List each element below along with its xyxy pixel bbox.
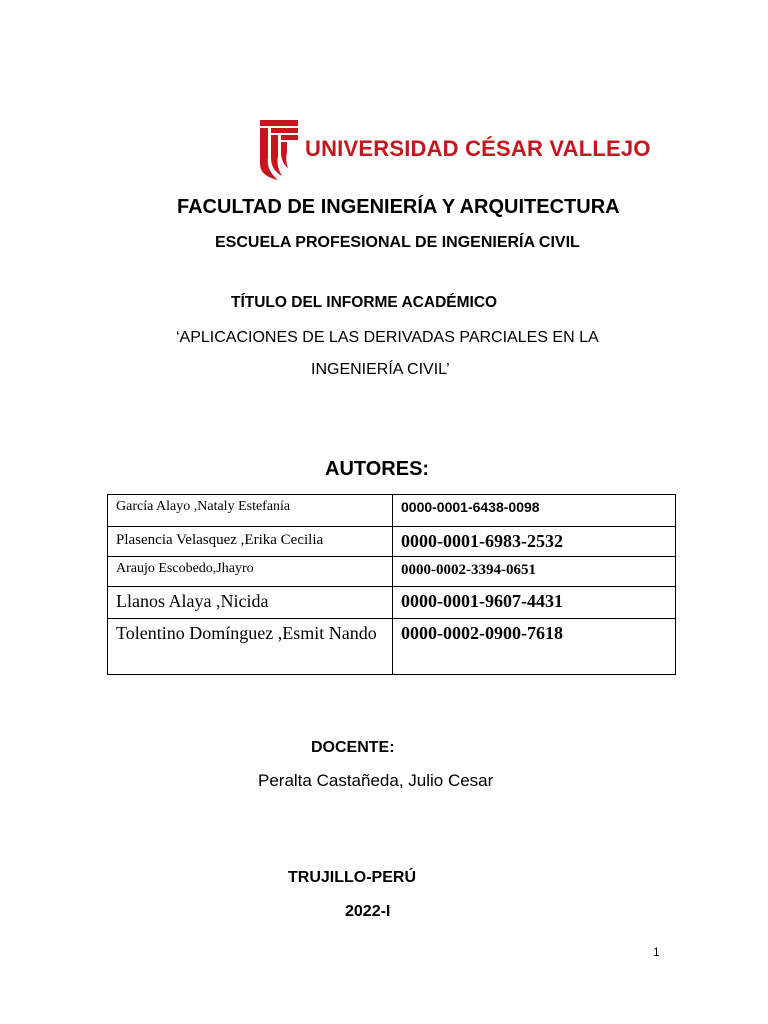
university-logo (258, 118, 651, 182)
author-orcid: 0000-0001-6438-0098 (393, 495, 676, 527)
table-row (108, 619, 676, 675)
table-row (108, 557, 676, 587)
report-title-line-1: ‘APLICACIONES DE LAS DERIVADAS PARCIALES EN LA (176, 329, 599, 346)
report-title-line-2: INGENIERÍA CIVIL’ (311, 361, 450, 378)
faculty-heading: FACULTAD DE INGENIERÍA Y ARQUITECTURA (177, 196, 620, 218)
term-label: 2022-I (345, 903, 391, 920)
author-name: Llanos Alaya ,Nicida (108, 587, 393, 619)
report-title-label: TÍTULO DEL INFORME ACADÉMICO (231, 294, 498, 311)
ucv-emblem-icon (258, 118, 300, 182)
author-orcid: 0000-0002-0900-7618 (393, 619, 676, 675)
school-heading: ESCUELA PROFESIONAL DE INGENIERÍA CIVIL (215, 234, 580, 251)
author-name: Tolentino Domínguez ,Esmit Nando (108, 619, 393, 675)
author-name: Araujo Escobedo,Jhayro (108, 557, 393, 587)
authors-heading: AUTORES: (325, 458, 430, 480)
table-row (108, 587, 676, 619)
page-number: 1 (653, 945, 660, 959)
logo-wordmark: UNIVERSIDAD CÉSAR VALLEJO (305, 136, 651, 161)
author-orcid: 0000-0002-3394-0651 (393, 557, 676, 587)
city-label: TRUJILLO-PERÚ (288, 869, 416, 886)
table-row (108, 527, 676, 557)
author-orcid: 0000-0001-9607-4431 (393, 587, 676, 619)
author-name: García Alayo ,Nataly Estefanía (108, 495, 393, 527)
docente-name: Peralta Castañeda, Julio Cesar (258, 771, 494, 790)
author-orcid: 0000-0001-6983-2532 (393, 527, 676, 557)
docente-heading: DOCENTE: (311, 739, 395, 756)
authors-table (107, 494, 676, 675)
table-row (108, 495, 676, 527)
author-name: Plasencia Velasquez ,Erika Cecilia (108, 527, 393, 557)
